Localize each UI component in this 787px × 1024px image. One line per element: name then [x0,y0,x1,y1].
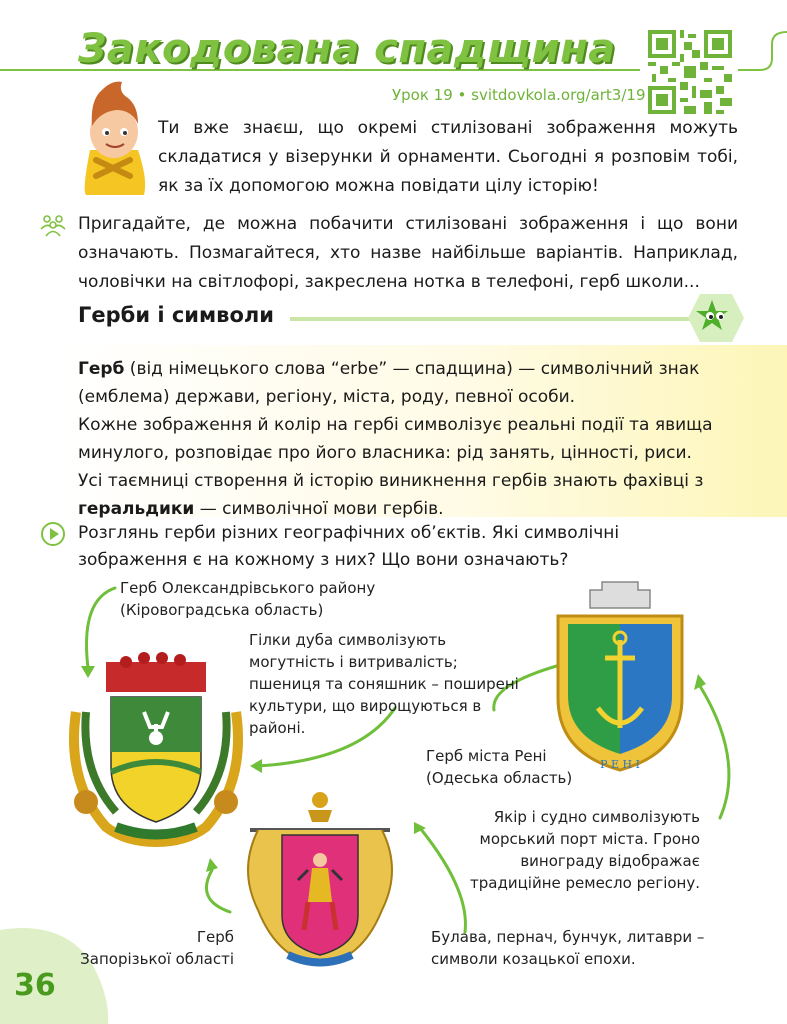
intro-text: Ти вже знаєш, що окремі стилізовані зображення можуть складатися у візерунки й орнаменти. Сьогодні я розповім тобі, як за їх допомогою можна повідати цілу історію! [158,118,738,196]
discussion-prompt: Пригадайте, де можна побачити стилізовані зображення і що вони означають. Позмагайтеся, хто назве найбільше варіантів. Наприклад, чоловічки на світлофорі, закреслена нотка в телефоні, герб школи... [78,214,738,292]
caption-zaporizhzhia [60,926,234,970]
caption-reni-region: (Одеська область) [426,769,573,787]
term-heraldry: геральдики [78,499,195,519]
group-work-icon [40,213,66,237]
section-title: Герби і символи [78,303,274,327]
page-title: Закодована спадщина [78,26,616,72]
definition-line3-end: — символічної мови гербів. [194,499,444,519]
caption-zaporizhzhia-region: Запорізької області [80,950,234,968]
caption-cossack-line1: Булава, пернач, бунчук, литаври – [431,928,705,946]
task-text: Розглянь герби різних географічних об’єктів. Які символічні зображення є на кожному з них? Що вони означають? [78,523,620,570]
star-badge-icon [688,294,744,342]
definition-line1: (від німецького слова “erbe” — спадщина) — символічний знак (емблема) держави, регіону, міста, роду, певної особи. [78,359,700,407]
definition-line3: Усі таємниці створення й історію виникнення гербів знають фахівці з [78,471,704,491]
caption-oak-symbolism: Гілки дуба символізують могутність і витривалість; пшениця та соняшник – поширені культури, що вирощуються в районі. [249,631,519,737]
page-number: 36 [14,968,56,1003]
qr-code-icon[interactable] [648,30,732,114]
caption-cossack-symbols [431,926,704,970]
caption-reni-title: Герб міста Рені [426,747,547,765]
caption-alexandrivsky-title: Герб Олександрівського району [120,579,376,597]
alexandrivsky-coat-of-arms [66,652,246,847]
caption-zaporizhzhia-title: Герб [196,928,234,946]
caption-alexandrivsky-region: (Кіровоградська область) [120,601,324,619]
caption-reni [426,745,572,789]
boy-character-icon [72,80,156,195]
zaporizhzhia-coat-of-arms [238,790,402,970]
term-herb: Герб [78,359,125,379]
definition-block [78,355,718,523]
play-circle-icon [40,521,66,547]
definition-line2: Кожне зображення й колір на гербі символізує реальні події та явища минулого, розповідає про його власника: рід занять, цінності, риси. [78,415,713,463]
caption-alexandrivsky [120,577,375,621]
lesson-link[interactable]: Урок 19 • svitdovkola.org/art3/19 [392,86,646,104]
caption-anchor-symbolism: Якір і судно символізують морський порт міста. Гроно винограду відображає традиційне ремесло регіону. [470,808,701,892]
reni-label: Р Е Н І [600,758,640,771]
caption-cossack-line2: символи козацької епохи. [431,950,636,968]
